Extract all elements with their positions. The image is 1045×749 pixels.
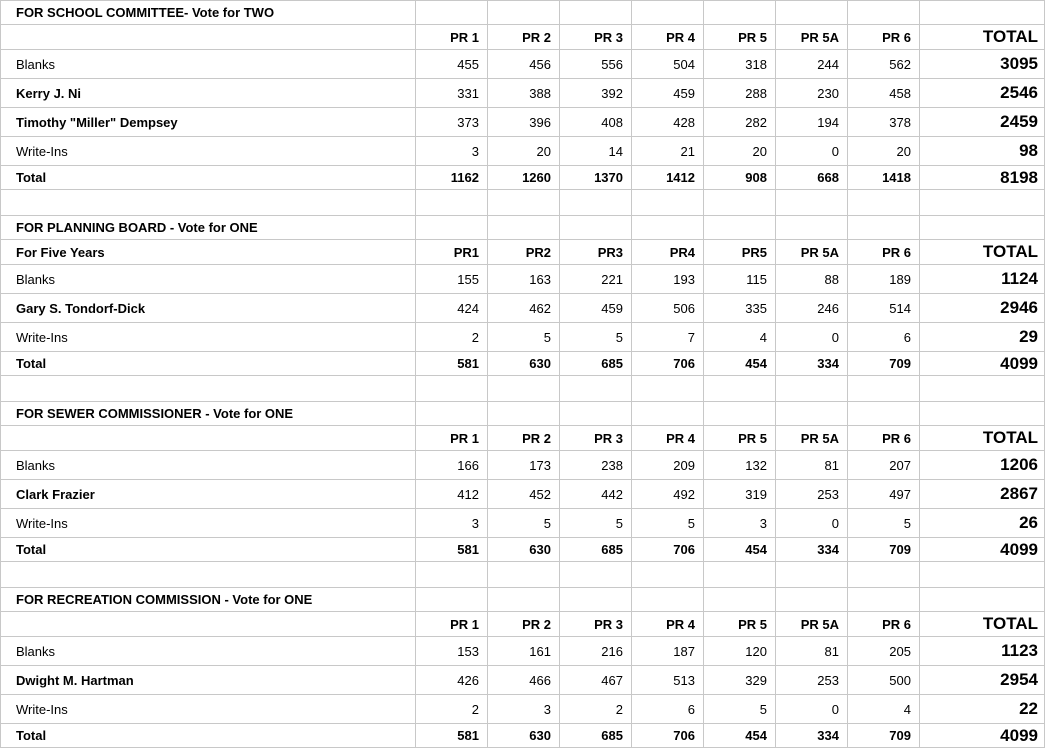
candidate-label: Write-Ins bbox=[1, 695, 416, 724]
table-row bbox=[1, 79, 1045, 108]
empty-cell bbox=[776, 1, 848, 25]
total-column-header: TOTAL bbox=[920, 240, 1045, 265]
precinct-value: 1370 bbox=[560, 166, 632, 190]
precinct-value: 161 bbox=[488, 637, 560, 666]
empty-cell bbox=[632, 216, 704, 240]
empty-cell bbox=[920, 216, 1045, 240]
column-header: PR 5A bbox=[776, 426, 848, 451]
precinct-value: 329 bbox=[704, 666, 776, 695]
column-header: PR 2 bbox=[488, 25, 560, 50]
precinct-value: 426 bbox=[416, 666, 488, 695]
empty-cell bbox=[704, 1, 776, 25]
precinct-value: 21 bbox=[632, 137, 704, 166]
precinct-value: 424 bbox=[416, 294, 488, 323]
column-header-row bbox=[1, 612, 1045, 637]
precinct-value: 163 bbox=[488, 265, 560, 294]
column-header: PR5 bbox=[704, 240, 776, 265]
precinct-value: 455 bbox=[416, 50, 488, 79]
row-total-value: 26 bbox=[920, 509, 1045, 538]
precinct-value: 187 bbox=[632, 637, 704, 666]
precinct-value: 209 bbox=[632, 451, 704, 480]
precinct-value: 20 bbox=[488, 137, 560, 166]
table-row bbox=[1, 480, 1045, 509]
empty-cell bbox=[632, 1, 704, 25]
row-total-value: 2946 bbox=[920, 294, 1045, 323]
header-label bbox=[1, 426, 416, 451]
empty-cell bbox=[488, 562, 560, 588]
empty-cell bbox=[920, 376, 1045, 402]
row-total-value: 2546 bbox=[920, 79, 1045, 108]
precinct-value: 253 bbox=[776, 480, 848, 509]
header-label: For Five Years bbox=[1, 240, 416, 265]
column-header: PR 2 bbox=[488, 426, 560, 451]
precinct-value: 1412 bbox=[632, 166, 704, 190]
row-total-value: 3095 bbox=[920, 50, 1045, 79]
empty-cell bbox=[776, 376, 848, 402]
column-header: PR 5A bbox=[776, 240, 848, 265]
precinct-value: 115 bbox=[704, 265, 776, 294]
empty-cell bbox=[1, 190, 416, 216]
column-header: PR 4 bbox=[632, 25, 704, 50]
precinct-value: 335 bbox=[704, 294, 776, 323]
row-total-value: 29 bbox=[920, 323, 1045, 352]
precinct-value: 581 bbox=[416, 538, 488, 562]
column-header: PR 5A bbox=[776, 25, 848, 50]
empty-cell bbox=[632, 376, 704, 402]
candidate-label: Blanks bbox=[1, 451, 416, 480]
precinct-value: 562 bbox=[848, 50, 920, 79]
total-row bbox=[1, 724, 1045, 748]
empty-cell bbox=[488, 588, 560, 612]
empty-cell bbox=[416, 562, 488, 588]
total-column-header: TOTAL bbox=[920, 426, 1045, 451]
section-title: FOR RECREATION COMMISSION - Vote for ONE bbox=[1, 588, 416, 612]
table-row bbox=[1, 265, 1045, 294]
precinct-value: 452 bbox=[488, 480, 560, 509]
precinct-value: 331 bbox=[416, 79, 488, 108]
precinct-value: 0 bbox=[776, 137, 848, 166]
empty-cell bbox=[920, 1, 1045, 25]
precinct-value: 630 bbox=[488, 352, 560, 376]
precinct-value: 467 bbox=[560, 666, 632, 695]
empty-cell bbox=[560, 588, 632, 612]
precinct-value: 20 bbox=[704, 137, 776, 166]
precinct-value: 189 bbox=[848, 265, 920, 294]
precinct-value: 153 bbox=[416, 637, 488, 666]
section-title-row bbox=[1, 1, 1045, 25]
total-label: Total bbox=[1, 352, 416, 376]
column-header: PR 1 bbox=[416, 426, 488, 451]
section-title: FOR SCHOOL COMMITTEE- Vote for TWO bbox=[1, 1, 416, 25]
precinct-value: 132 bbox=[704, 451, 776, 480]
precinct-value: 454 bbox=[704, 538, 776, 562]
empty-cell bbox=[632, 588, 704, 612]
precinct-value: 630 bbox=[488, 538, 560, 562]
column-header-row bbox=[1, 25, 1045, 50]
precinct-value: 246 bbox=[776, 294, 848, 323]
total-column-header: TOTAL bbox=[920, 612, 1045, 637]
section-title-row bbox=[1, 402, 1045, 426]
empty-cell bbox=[776, 562, 848, 588]
empty-cell bbox=[416, 402, 488, 426]
header-label bbox=[1, 612, 416, 637]
precinct-value: 709 bbox=[848, 352, 920, 376]
spacer-row bbox=[1, 190, 1045, 216]
precinct-value: 412 bbox=[416, 480, 488, 509]
total-row bbox=[1, 538, 1045, 562]
precinct-value: 5 bbox=[560, 323, 632, 352]
precinct-value: 5 bbox=[848, 509, 920, 538]
candidate-label: Kerry J. Ni bbox=[1, 79, 416, 108]
section-title-row bbox=[1, 216, 1045, 240]
precinct-value: 428 bbox=[632, 108, 704, 137]
candidate-label: Write-Ins bbox=[1, 137, 416, 166]
precinct-value: 685 bbox=[560, 352, 632, 376]
precinct-value: 454 bbox=[704, 724, 776, 748]
empty-cell bbox=[416, 376, 488, 402]
precinct-value: 709 bbox=[848, 538, 920, 562]
precinct-value: 1260 bbox=[488, 166, 560, 190]
precinct-value: 706 bbox=[632, 724, 704, 748]
precinct-value: 5 bbox=[632, 509, 704, 538]
total-label: Total bbox=[1, 166, 416, 190]
empty-cell bbox=[560, 562, 632, 588]
empty-cell bbox=[848, 190, 920, 216]
precinct-value: 238 bbox=[560, 451, 632, 480]
table-row bbox=[1, 50, 1045, 79]
precinct-value: 216 bbox=[560, 637, 632, 666]
precinct-value: 1418 bbox=[848, 166, 920, 190]
row-total-value: 4099 bbox=[920, 352, 1045, 376]
precinct-value: 2 bbox=[416, 323, 488, 352]
precinct-value: 685 bbox=[560, 724, 632, 748]
table-row bbox=[1, 509, 1045, 538]
header-label bbox=[1, 25, 416, 50]
precinct-value: 514 bbox=[848, 294, 920, 323]
column-header: PR 3 bbox=[560, 426, 632, 451]
empty-cell bbox=[776, 216, 848, 240]
precinct-value: 5 bbox=[488, 323, 560, 352]
precinct-value: 81 bbox=[776, 451, 848, 480]
precinct-value: 706 bbox=[632, 538, 704, 562]
row-total-value: 2459 bbox=[920, 108, 1045, 137]
precinct-value: 288 bbox=[704, 79, 776, 108]
precinct-value: 173 bbox=[488, 451, 560, 480]
empty-cell bbox=[920, 562, 1045, 588]
precinct-value: 120 bbox=[704, 637, 776, 666]
column-header-row bbox=[1, 240, 1045, 265]
precinct-value: 458 bbox=[848, 79, 920, 108]
section-title-row bbox=[1, 588, 1045, 612]
candidate-label: Dwight M. Hartman bbox=[1, 666, 416, 695]
row-total-value: 22 bbox=[920, 695, 1045, 724]
empty-cell bbox=[416, 216, 488, 240]
table-body bbox=[1, 1, 1045, 748]
precinct-value: 506 bbox=[632, 294, 704, 323]
precinct-value: 244 bbox=[776, 50, 848, 79]
precinct-value: 221 bbox=[560, 265, 632, 294]
table-row bbox=[1, 695, 1045, 724]
precinct-value: 88 bbox=[776, 265, 848, 294]
row-total-value: 1123 bbox=[920, 637, 1045, 666]
precinct-value: 14 bbox=[560, 137, 632, 166]
precinct-value: 388 bbox=[488, 79, 560, 108]
empty-cell bbox=[416, 190, 488, 216]
column-header: PR 6 bbox=[848, 426, 920, 451]
precinct-value: 230 bbox=[776, 79, 848, 108]
empty-cell bbox=[704, 402, 776, 426]
precinct-value: 193 bbox=[632, 265, 704, 294]
precinct-value: 408 bbox=[560, 108, 632, 137]
column-header: PR2 bbox=[488, 240, 560, 265]
precinct-value: 500 bbox=[848, 666, 920, 695]
empty-cell bbox=[776, 588, 848, 612]
column-header: PR 6 bbox=[848, 612, 920, 637]
row-total-value: 2867 bbox=[920, 480, 1045, 509]
table-row bbox=[1, 451, 1045, 480]
row-total-value: 1124 bbox=[920, 265, 1045, 294]
precinct-value: 7 bbox=[632, 323, 704, 352]
precinct-value: 706 bbox=[632, 352, 704, 376]
precinct-value: 155 bbox=[416, 265, 488, 294]
column-header: PR 5A bbox=[776, 612, 848, 637]
empty-cell bbox=[776, 402, 848, 426]
candidate-label: Blanks bbox=[1, 637, 416, 666]
empty-cell bbox=[704, 190, 776, 216]
spacer-row bbox=[1, 376, 1045, 402]
empty-cell bbox=[704, 562, 776, 588]
empty-cell bbox=[704, 376, 776, 402]
precinct-value: 378 bbox=[848, 108, 920, 137]
precinct-value: 462 bbox=[488, 294, 560, 323]
precinct-value: 5 bbox=[704, 695, 776, 724]
total-row bbox=[1, 166, 1045, 190]
candidate-label: Gary S. Tondorf-Dick bbox=[1, 294, 416, 323]
row-total-value: 98 bbox=[920, 137, 1045, 166]
candidate-label: Clark Frazier bbox=[1, 480, 416, 509]
empty-cell bbox=[1, 562, 416, 588]
precinct-value: 2 bbox=[560, 695, 632, 724]
table-row bbox=[1, 637, 1045, 666]
empty-cell bbox=[488, 190, 560, 216]
empty-cell bbox=[920, 402, 1045, 426]
precinct-value: 685 bbox=[560, 538, 632, 562]
precinct-value: 6 bbox=[848, 323, 920, 352]
empty-cell bbox=[704, 216, 776, 240]
precinct-value: 319 bbox=[704, 480, 776, 509]
candidate-label: Blanks bbox=[1, 265, 416, 294]
precinct-value: 194 bbox=[776, 108, 848, 137]
empty-cell bbox=[560, 216, 632, 240]
precinct-value: 334 bbox=[776, 724, 848, 748]
precinct-value: 3 bbox=[416, 509, 488, 538]
empty-cell bbox=[488, 402, 560, 426]
column-header: PR1 bbox=[416, 240, 488, 265]
empty-cell bbox=[848, 562, 920, 588]
candidate-label: Write-Ins bbox=[1, 509, 416, 538]
precinct-value: 709 bbox=[848, 724, 920, 748]
table-row bbox=[1, 323, 1045, 352]
column-header: PR4 bbox=[632, 240, 704, 265]
precinct-value: 454 bbox=[704, 352, 776, 376]
column-header: PR 1 bbox=[416, 612, 488, 637]
precinct-value: 456 bbox=[488, 50, 560, 79]
candidate-label: Blanks bbox=[1, 50, 416, 79]
table-row bbox=[1, 137, 1045, 166]
precinct-value: 581 bbox=[416, 724, 488, 748]
column-header: PR 3 bbox=[560, 612, 632, 637]
precinct-value: 492 bbox=[632, 480, 704, 509]
precinct-value: 6 bbox=[632, 695, 704, 724]
precinct-value: 908 bbox=[704, 166, 776, 190]
empty-cell bbox=[848, 1, 920, 25]
section-title: FOR PLANNING BOARD - Vote for ONE bbox=[1, 216, 416, 240]
empty-cell bbox=[560, 402, 632, 426]
column-header: PR 4 bbox=[632, 612, 704, 637]
precinct-value: 166 bbox=[416, 451, 488, 480]
section-title: FOR SEWER COMMISSIONER - Vote for ONE bbox=[1, 402, 416, 426]
empty-cell bbox=[776, 190, 848, 216]
empty-cell bbox=[848, 216, 920, 240]
precinct-value: 392 bbox=[560, 79, 632, 108]
table-row bbox=[1, 294, 1045, 323]
precinct-value: 459 bbox=[632, 79, 704, 108]
precinct-value: 3 bbox=[488, 695, 560, 724]
precinct-value: 4 bbox=[848, 695, 920, 724]
column-header-row bbox=[1, 426, 1045, 451]
precinct-value: 207 bbox=[848, 451, 920, 480]
total-row bbox=[1, 352, 1045, 376]
precinct-value: 459 bbox=[560, 294, 632, 323]
table-row bbox=[1, 666, 1045, 695]
empty-cell bbox=[920, 190, 1045, 216]
column-header: PR 5 bbox=[704, 426, 776, 451]
precinct-value: 2 bbox=[416, 695, 488, 724]
precinct-value: 373 bbox=[416, 108, 488, 137]
column-header: PR 1 bbox=[416, 25, 488, 50]
empty-cell bbox=[416, 1, 488, 25]
empty-cell bbox=[416, 588, 488, 612]
empty-cell bbox=[488, 1, 560, 25]
precinct-value: 1162 bbox=[416, 166, 488, 190]
empty-cell bbox=[632, 402, 704, 426]
precinct-value: 5 bbox=[560, 509, 632, 538]
empty-cell bbox=[560, 190, 632, 216]
column-header: PR3 bbox=[560, 240, 632, 265]
row-total-value: 4099 bbox=[920, 724, 1045, 748]
spacer-row bbox=[1, 562, 1045, 588]
precinct-value: 81 bbox=[776, 637, 848, 666]
precinct-value: 556 bbox=[560, 50, 632, 79]
row-total-value: 8198 bbox=[920, 166, 1045, 190]
empty-cell bbox=[632, 190, 704, 216]
table-row bbox=[1, 108, 1045, 137]
precinct-value: 0 bbox=[776, 509, 848, 538]
empty-cell bbox=[848, 402, 920, 426]
row-total-value: 2954 bbox=[920, 666, 1045, 695]
precinct-value: 513 bbox=[632, 666, 704, 695]
empty-cell bbox=[704, 588, 776, 612]
total-label: Total bbox=[1, 538, 416, 562]
column-header: PR 4 bbox=[632, 426, 704, 451]
precinct-value: 205 bbox=[848, 637, 920, 666]
empty-cell bbox=[920, 588, 1045, 612]
row-total-value: 1206 bbox=[920, 451, 1045, 480]
precinct-value: 3 bbox=[704, 509, 776, 538]
row-total-value: 4099 bbox=[920, 538, 1045, 562]
empty-cell bbox=[560, 376, 632, 402]
total-column-header: TOTAL bbox=[920, 25, 1045, 50]
precinct-value: 334 bbox=[776, 538, 848, 562]
precinct-value: 253 bbox=[776, 666, 848, 695]
candidate-label: Write-Ins bbox=[1, 323, 416, 352]
column-header: PR 5 bbox=[704, 612, 776, 637]
precinct-value: 3 bbox=[416, 137, 488, 166]
column-header: PR 6 bbox=[848, 25, 920, 50]
precinct-value: 0 bbox=[776, 695, 848, 724]
precinct-value: 20 bbox=[848, 137, 920, 166]
precinct-value: 504 bbox=[632, 50, 704, 79]
precinct-value: 630 bbox=[488, 724, 560, 748]
candidate-label: Timothy "Miller" Dempsey bbox=[1, 108, 416, 137]
precinct-value: 4 bbox=[704, 323, 776, 352]
precinct-value: 466 bbox=[488, 666, 560, 695]
precinct-value: 334 bbox=[776, 352, 848, 376]
column-header: PR 3 bbox=[560, 25, 632, 50]
precinct-value: 318 bbox=[704, 50, 776, 79]
empty-cell bbox=[488, 376, 560, 402]
precinct-value: 5 bbox=[488, 509, 560, 538]
empty-cell bbox=[632, 562, 704, 588]
empty-cell bbox=[1, 376, 416, 402]
column-header: PR 6 bbox=[848, 240, 920, 265]
empty-cell bbox=[488, 216, 560, 240]
column-header: PR 2 bbox=[488, 612, 560, 637]
empty-cell bbox=[848, 588, 920, 612]
precinct-value: 581 bbox=[416, 352, 488, 376]
precinct-value: 396 bbox=[488, 108, 560, 137]
precinct-value: 0 bbox=[776, 323, 848, 352]
precinct-value: 497 bbox=[848, 480, 920, 509]
empty-cell bbox=[848, 376, 920, 402]
precinct-value: 668 bbox=[776, 166, 848, 190]
precinct-value: 442 bbox=[560, 480, 632, 509]
empty-cell bbox=[560, 1, 632, 25]
column-header: PR 5 bbox=[704, 25, 776, 50]
total-label: Total bbox=[1, 724, 416, 748]
precinct-value: 282 bbox=[704, 108, 776, 137]
